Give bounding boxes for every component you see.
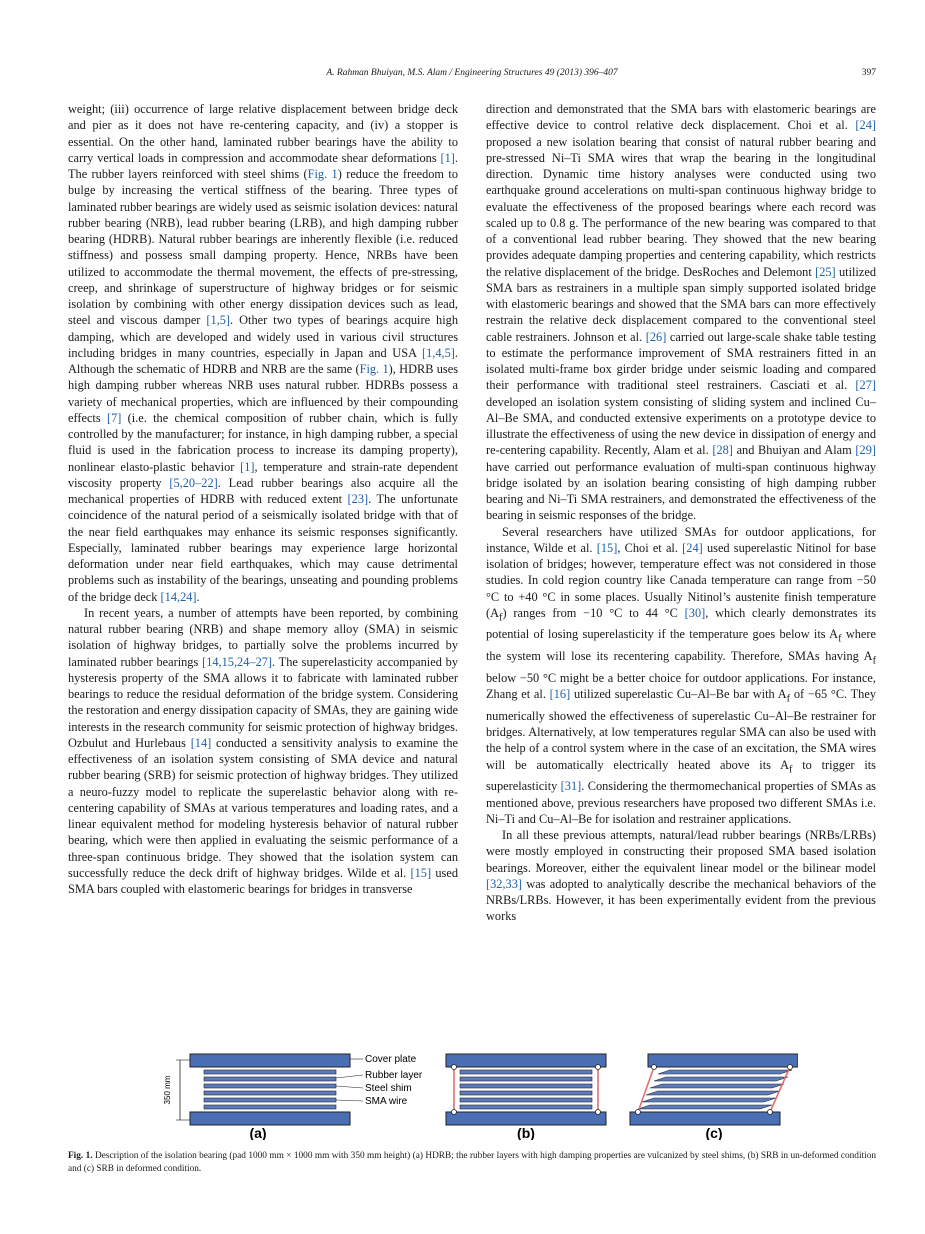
citation-link[interactable]: [24] bbox=[682, 540, 703, 555]
bearing-diagram bbox=[158, 1040, 798, 1140]
citation-link[interactable]: [26] bbox=[645, 329, 667, 344]
paragraph: In recent years, a number of attempts have been reported, by combining natural rubber bearing (NRB) and shape memory alloy (SMA) in seismic isolation of highway bridges, to partially solve the problems incurred by laminated rubber bearings [14,15,24–27]. The superelasticity accompanied by hysteresis property of the SMA allows it to fabricate with laminated rubber bearings to reduce the residual deformation of the bridge system. Considering the restoration and energy dissipation capacity of SMAs, they are gaining wide interests in the research community for seismic protection of highway bridges. Ozbulut and Hurlebaus [14] conducted a sensitivity analysis to examine the effectiveness of an isolation system consisting of SMA device and natural rubber bearing (SRB) for seismic protection of highway bridges. They utilized a neuro-fuzzy model to replicate the superelastic behavior along with re-centering capability of SMAs at various temperatures and loading rates, and a linear equivalent method for modeling hysteresis behavior of natural rubber bearing, which were then applied in evaluating the seismic performance of a three-span continuous bridge. They showed that the isolation system can successfully reduce the deck drift of highway bridges. Wilde et al. [15] used SMA bars coupled with elastomeric bearings for bridges in transverse bbox=[68, 605, 458, 896]
citation-link[interactable]: [31] bbox=[560, 779, 582, 794]
rubber-layer bbox=[204, 1070, 336, 1074]
right-column bbox=[486, 101, 876, 925]
citation-link[interactable]: [30] bbox=[684, 605, 706, 620]
rubber-layer bbox=[204, 1105, 336, 1109]
running-header bbox=[68, 66, 876, 82]
citation-link[interactable]: [5,20–22] bbox=[169, 475, 218, 490]
figure-1 bbox=[68, 1040, 876, 1140]
label-rubber-layer: Rubber layer bbox=[365, 1070, 423, 1081]
panel-b-srb-undeformed bbox=[446, 1054, 606, 1140]
citation-link[interactable]: [15] bbox=[410, 865, 432, 880]
panel-label-b: (b) bbox=[517, 1125, 535, 1140]
citation-link[interactable]: [1,5] bbox=[206, 313, 231, 328]
top-cover-plate bbox=[190, 1054, 350, 1067]
citation-link[interactable]: [25] bbox=[815, 264, 836, 279]
citation-link[interactable]: [14,24] bbox=[160, 589, 197, 604]
left-column bbox=[68, 101, 458, 897]
label-cover-plate: Cover plate bbox=[365, 1054, 417, 1065]
label-sma-wire: SMA wire bbox=[365, 1096, 408, 1107]
panel-a-hdrb bbox=[163, 1054, 350, 1140]
panel-label-a: (a) bbox=[249, 1125, 267, 1140]
citation-link[interactable]: [1] bbox=[240, 459, 255, 474]
panel-label-c: (c) bbox=[705, 1125, 723, 1140]
paragraph: direction and demonstrated that the SMA bars with elastomeric bearings are effective device to control relative deck displacement. Choi et al. [24] proposed a new isolation bearing that consist of natural rubber bearing and pre-stressed Ni–Ti SMA wires that wrap the bearing in the longitudinal direction. Dynamic time history analyses were conducted using two earthquake ground accelerations on multi-span continuous highway bridge to evaluate the effectiveness of the proposed bearings where each record was scaled up to 0.8 g. The performance of the new bearing was compared to that of a conventional lead rubber bearing. They showed that the new bearing provides adequate damping properties and centering capability, which restricts the relative displacement of the bridge. DesRoches and Delemont [25] utilized SMA bars as restrainers in a multiple span simply supported isolated bridge with elastomeric bearings and showed that the SMA bars can more effectively restrain the relative deck displacement compared to the conventional steel cable restrainers. Johnson et al. [26] carried out large-scale shake table testing to estimate the performance improvement of SMA restrainers fitted in an isolated multi-frame box girder bridge under seismic loading and compared their performance with traditional steel restrainers. Casciati et al. [27] developed an isolation system consisting of sliding system and inclined Cu–Al–Be SMA, and conducted extensive experiments on a prototype device to illustrate the effectiveness of using the new device in dissipation of energy and re-centering capability. Recently, Alam et al. [28] and Bhuiyan and Alam [29] have carried out performance evaluation of multi-span continuous highway bridge isolated by an isolation bearing consisting of high damping rubber bearing and Ni–Ti SMA restrainers, and demonstrated the effectiveness of the bearing in seismic responses of the bridge. bbox=[486, 102, 876, 523]
citation-link[interactable]: [14,15,24–27] bbox=[202, 654, 273, 669]
citation-link[interactable]: [14] bbox=[190, 735, 212, 750]
citation-link[interactable]: [27] bbox=[855, 378, 876, 393]
height-label: 350 mm bbox=[163, 1075, 172, 1105]
rubber-layer bbox=[204, 1084, 336, 1088]
citation-link[interactable]: [1] bbox=[440, 150, 455, 165]
rubber-layer bbox=[204, 1098, 336, 1102]
paragraph: Several researchers have utilized SMAs for outdoor applications, for instance, Wilde et al. [15], Choi et al. [24] used superelastic Nitinol for base isolation of bridges; however, temperature effect was not considered in those studies. In cold region country like Canada temperature can range from −50 °C to +40 °C in some places. Usually Nitinol’s austenite finish temperature $(A_f)$ ranges from −10 °C to 44 °C [30], which clearly demonstrates its potential of losing superelasticity if the temperature goes below its $A_f$ where the system will lose its recentering capability. Therefore, SMAs having $A_f$ below −50 °C might be a better choice for outdoor applications. For instance, Zhang et al. [16] utilized superelastic Cu–Al–Be bar with $A_f$ of −65 °C. They numerically showed the effectiveness of superelastic Cu–Al–Be restrainer for bridges. Alternatively, at low temperatures regular SMA can also be used with the help of a control system where in the case of an excitation, the SMA wires will be automatically electrically heated above its $A_f$ to trigger its superelasticity [31]. Considering the thermomechanical properties of SMAs as mentioned above, previous researchers have proposed two different SMAs i.e. Ni–Ti and Cu–Al–Be for isolation and restrainer applications. bbox=[486, 524, 877, 826]
citation-link[interactable]: [28] bbox=[712, 443, 733, 458]
bottom-cover-plate bbox=[190, 1112, 350, 1125]
paragraph: weight; (iii) occurrence of large relative displacement between bridge deck and pier as it does not have re-centering capacity, and (iv) a stopper is essential. On the other hand, laminated rubber bearings have the ability to carry vertical loads in compression and accommodate shear deformations [1]. The rubber layers reinforced with steel shims (Fig. 1) reduce the freedom to bulge by increasing the vertical stiffness of the bearing. Three types of laminated rubber bearings are widely used as seismic isolation devices: natural rubber bearing (NRB), lead rubber bearing (LRB), and high damping rubber bearing (HDRB). Natural rubber bearings are inherently flexible (i.e. reduced stiffness) and possess small damping property. Hence, NRBs have been utilized to accommodate the thermal movement, the effects of pre-stressing, creep, and shrinkage of superstructure of highway bridges or for seismic isolation by combining with other energy dissipation devices such as lead, steel and viscous damper [1,5]. Other two types of bearings acquire high damping, which are developed and widely used in various civil structures including bridges in many countries, especially in Japan and USA [1,4,5]. Although the schematic of HDRB and NRB are the same (Fig. 1), HDRB uses high damping rubber whereas NRB uses natural rubber. HDRBs possess a variety of mechanical properties, which are influenced by their compounding effects [7] (i.e. the chemical composition of rubber chain, which is fully controlled by the manufacturer; for instance, in high damping rubber, a special fluid is used in the fabrication process to increase its damping property), nonlinear elasto-plastic behavior [1], temperature and strain-rate dependent viscosity property [5,20–22]. Lead rubber bearings also acquire all the mechanical properties of HDRB with reduced extent [23]. The unfortunate coincidence of the natural period of a seismically isolated bridge with that of the near field earthquakes may enhance its seismic responses significantly. Especially, laminated rubber bearings may experience large horizontal deformation under near field earthquakes, which may cause detrimental problems such as instability of the bearings, unseating and pounding problems of the bridge deck [14,24]. bbox=[68, 102, 459, 604]
citation-link[interactable]: [16] bbox=[549, 687, 571, 702]
citation-link[interactable]: [23] bbox=[347, 492, 369, 506]
citation-link[interactable]: [1,4,5] bbox=[421, 345, 455, 360]
caption-text: Description of the isolation bearing (pad 1000 mm × 1000 mm with 350 mm height) (a) HDRB; the rubber layers with high damping properties are vulcanized by steel shims, (b) SRB in un-deformed condition and (c) SRB in deformed condition. bbox=[68, 1151, 876, 1174]
citation-link[interactable]: [15] bbox=[596, 540, 618, 555]
figure-link[interactable]: Fig. 1 bbox=[307, 167, 338, 181]
caption-label: Fig. 1. bbox=[68, 1151, 93, 1161]
citation-link[interactable]: [32,33] bbox=[486, 876, 522, 891]
figure-caption bbox=[68, 1150, 876, 1175]
page-number: 397 bbox=[861, 68, 876, 78]
label-steel-shim: Steel shim bbox=[365, 1083, 412, 1094]
panel-c-srb-deformed bbox=[630, 1054, 798, 1140]
citation-link[interactable]: [7] bbox=[106, 410, 122, 425]
citation-link[interactable]: [24] bbox=[855, 118, 876, 133]
header-citation: A. Rahman Bhuiyan, M.S. Alam / Engineering Structures 49 (2013) 396–407 bbox=[326, 68, 618, 78]
rubber-layer bbox=[204, 1091, 336, 1095]
rubber-layer bbox=[204, 1077, 336, 1081]
citation-link[interactable]: [29] bbox=[855, 443, 876, 458]
figure-link[interactable]: Fig. 1 bbox=[359, 362, 389, 376]
paragraph: In all these previous attempts, natural/lead rubber bearings (NRBs/LRBs) were mostly employed in constructing their proposed SMA based isolation bearings. Moreover, either the equivalent linear model or the bilinear model [32,33] was adopted to analytically describe the mechanical behaviors of the NRBs/LRBs. However, it has been experimentally evident from the previous works bbox=[486, 828, 876, 924]
